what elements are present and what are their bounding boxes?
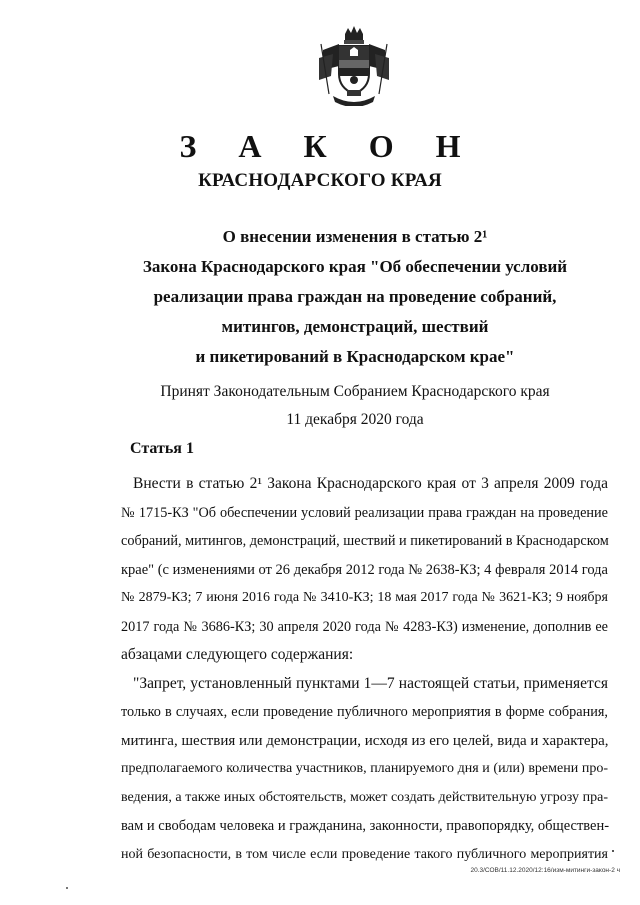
document-type-title: З А К О Н (179, 128, 478, 164)
paragraph-1 (121, 470, 608, 670)
text-line: вам и свободам человека и гражданина, законности, правопорядку, обществен- (121, 818, 610, 834)
region-title: КРАСНОДАРСКОГО КРАЯ (198, 170, 442, 191)
paragraph-2 (121, 670, 608, 870)
subject-line: Закона Краснодарского края "Об обеспечении условий (142, 257, 568, 276)
adoption-date: 11 декабря 2020 года (286, 411, 424, 428)
text-line: "Запрет, установленный пунктами 1—7 настоящей статьи, применяется (133, 674, 608, 692)
text-line: № 1715-КЗ "Об обеспечении условий реализации права граждан на проведение (121, 504, 608, 521)
article-heading: Статья 1 (130, 440, 194, 457)
text-line: 2017 года № 3686-КЗ; 30 апреля 2020 года № 4283-КЗ) изменение, дополнив ее (121, 618, 608, 635)
text-line: абзацами следующего содержания: (121, 646, 354, 663)
text-line: митинга, шествия или демонстрации, исходя из его целей, вида и характера, (121, 732, 609, 749)
text-line: ведения, а также иных обстоятельств, может создать действительную угрозу пра- (121, 789, 608, 805)
document-reference-code: 20.3/СОВ/11.12.2020/12:16/изм-митинги-закон-2 ч (470, 867, 620, 874)
text-line: Внести в статью 2¹ Закона Краснодарского края от 3 апреля 2009 года (133, 475, 608, 492)
scan-speck (66, 887, 68, 889)
text-line: № 2879-КЗ; 7 июня 2016 года № 3410-КЗ; 18 мая 2017 года № 3621-КЗ; 9 ноября (121, 590, 608, 605)
subject-line: О внесении изменения в статью 2¹ (222, 227, 488, 246)
text-line: только в случаях, если проведение публичного мероприятия в форме собрания, (121, 704, 608, 720)
text-line: ной безопасности, в том числе если проведение такого публичного мероприятия (121, 846, 608, 862)
law-subject (120, 222, 590, 372)
adoption-body: Принят Законодательным Собранием Краснодарского края (160, 383, 550, 400)
subject-line: митингов, демонстраций, шествий (221, 317, 489, 336)
text-line: собраний, митингов, демонстраций, шествий и пикетирований в Краснодарском (121, 533, 609, 549)
text-line: крае" (с изменениями от 26 декабря 2012 года № 2638-КЗ; 4 февраля 2014 года (121, 561, 608, 578)
adoption-note (120, 378, 590, 434)
coat-of-arms-icon (317, 24, 391, 106)
article-body (121, 470, 608, 869)
subject-line: и пикетирований в Краснодарском крае" (195, 347, 515, 366)
text-line: предполагаемого количества участников, планируемого дня и (или) времени про- (121, 761, 608, 776)
subject-line: реализации права граждан на проведение собраний, (153, 287, 557, 306)
scan-speck (612, 850, 614, 852)
